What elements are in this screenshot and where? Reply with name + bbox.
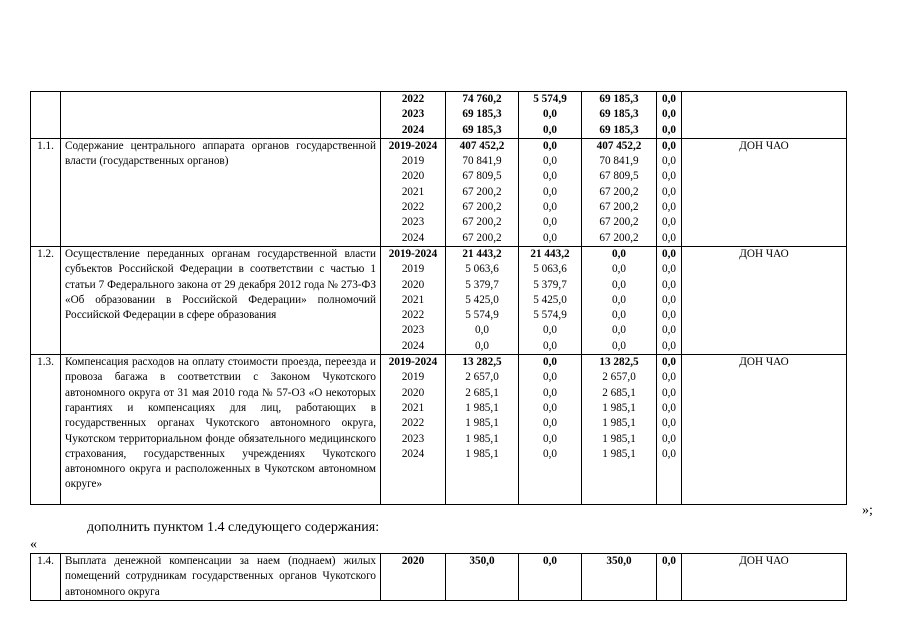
total-cell-stack (446, 355, 519, 505)
year-cell: 2024 (401, 123, 425, 136)
total-cell: 67 200,2 (462, 231, 502, 244)
year-cell: 2019 (401, 263, 425, 276)
year-cell: 2019-2024 (388, 139, 438, 152)
federal-cell: 0,0 (543, 447, 557, 460)
year-cell: 2023 (401, 324, 425, 337)
continuation-group (31, 92, 847, 139)
regional-cell: 67 809,5 (599, 170, 639, 183)
other-cell: 0,0 (662, 309, 676, 322)
total-cell-stack (446, 92, 519, 139)
total-cell: 67 200,2 (462, 201, 502, 214)
federal-cell-stack (519, 246, 582, 354)
other-cell: 0,0 (662, 93, 676, 105)
year-cell: 2023 (401, 216, 425, 229)
other-cell: 0,0 (662, 123, 676, 136)
federal-cell: 0,0 (543, 108, 557, 121)
regional-cell: 70 841,9 (599, 155, 639, 168)
federal-cell: 0,0 (543, 386, 557, 399)
other-cell: 0,0 (662, 293, 676, 306)
year-cell: 2019-2024 (388, 356, 438, 369)
total-cell: 74 760,2 (462, 93, 502, 105)
total-cell: 13 282,5 (462, 356, 502, 369)
federal-cell: 0,0 (543, 216, 557, 229)
total-cell: 0,0 (475, 339, 489, 352)
total-cell: 1 985,1 (465, 432, 499, 445)
year-cell: 2023 (401, 432, 425, 445)
regional-cell: 0,0 (612, 293, 626, 306)
regional-cell: 350,0 (582, 554, 657, 601)
item-title: Компенсация расходов на оплату стоимости проезда, переезда и провоза багажа в соответствии с Законом Чукотского автономного округа от 31 мая 2010 года № 57-ОЗ «О некоторых гарантиях и компенсациях для лиц, работающих в государственных органах Чукотского автономного округа, Чукотском территориальном фонде обязательного медицинского страхования, государственных учреждениях Чукотского автономного округа и расположенных в Чукотском автономном округе» (61, 355, 381, 505)
total-cell: 0,0 (475, 324, 489, 337)
regional-cell: 69 185,3 (599, 123, 639, 136)
other-cell: 0,0 (662, 417, 676, 430)
regional-cell: 69 185,3 (599, 108, 639, 121)
other-cell: 0,0 (662, 447, 676, 460)
regional-cell: 67 200,2 (599, 185, 639, 198)
total-cell: 1 985,1 (465, 417, 499, 430)
year-cell: 2021 (401, 401, 425, 414)
item-title: Осуществление переданных органам государственной власти субъектов Российской Федерации в соответствии с частью 1 статьи 7 Федерального закона от 29 декабря 2012 года № 273-ФЗ «Об образовании в Российской Федерации» полномочий Российской Федерации в сфере образования (61, 246, 381, 354)
empty-number-cell (31, 92, 61, 139)
regional-cell: 67 200,2 (599, 216, 639, 229)
other-cell: 0,0 (662, 278, 676, 291)
empty-owner-cell (682, 92, 847, 139)
other-cell: 0,0 (662, 432, 676, 445)
regional-cell: 0,0 (612, 324, 626, 337)
total-cell: 5 379,7 (465, 278, 499, 291)
other-cell: 0,0 (662, 339, 676, 352)
regional-cell: 1 985,1 (602, 401, 636, 414)
total-cell: 67 200,2 (462, 185, 502, 198)
year-cell: 2022 (401, 201, 425, 214)
owner-cell: ДОН ЧАО (682, 246, 847, 354)
total-cell: 5 063,6 (465, 263, 499, 276)
regional-cell: 2 657,0 (602, 371, 636, 384)
other-cell: 0,0 (662, 201, 676, 214)
owner-cell: ДОН ЧАО (682, 138, 847, 246)
item-number: 1.3. (31, 355, 61, 505)
total-cell: 67 809,5 (462, 170, 502, 183)
year-cell: 2020 (401, 170, 425, 183)
federal-cell: 0,0 (543, 170, 557, 183)
year-cell: 2020 (381, 554, 446, 601)
item-number: 1.4. (31, 554, 61, 601)
other-cell-stack (657, 355, 682, 505)
federal-cell: 5 379,7 (533, 278, 567, 291)
regional-cell-stack (582, 92, 657, 139)
federal-cell: 0,0 (519, 554, 582, 601)
regional-cell: 0,0 (612, 247, 626, 260)
program-table-body (31, 92, 847, 505)
other-cell: 0,0 (662, 401, 676, 414)
other-cell: 0,0 (662, 371, 676, 384)
federal-cell: 5 063,6 (533, 263, 567, 276)
owner-cell: ДОН ЧАО (682, 355, 847, 505)
year-cell-stack (381, 138, 446, 246)
total-cell: 69 185,3 (462, 123, 502, 136)
regional-cell-stack (582, 355, 657, 505)
year-cell-stack (381, 355, 446, 505)
federal-cell: 0,0 (543, 401, 557, 414)
federal-cell-stack (519, 355, 582, 505)
item-number: 1.1. (31, 138, 61, 246)
other-cell: 0,0 (662, 386, 676, 399)
program-item-group (31, 138, 847, 246)
federal-cell-stack (519, 92, 582, 139)
federal-cell: 0,0 (543, 185, 557, 198)
regional-cell-stack (582, 138, 657, 246)
regional-cell: 0,0 (612, 309, 626, 322)
year-cell: 2022 (401, 93, 425, 105)
federal-cell: 0,0 (543, 432, 557, 445)
federal-cell-stack (519, 138, 582, 246)
federal-cell: 0,0 (543, 324, 557, 337)
federal-cell: 0,0 (543, 139, 557, 152)
total-cell: 350,0 (446, 554, 519, 601)
federal-cell: 5 574,9 (533, 93, 567, 105)
year-cell: 2022 (401, 309, 425, 322)
total-cell: 2 685,1 (465, 386, 499, 399)
year-cell: 2023 (401, 108, 425, 121)
other-cell: 0,0 (662, 108, 676, 121)
federal-cell: 0,0 (543, 155, 557, 168)
regional-cell: 1 985,1 (602, 417, 636, 430)
regional-cell: 67 200,2 (599, 201, 639, 214)
other-cell-stack (657, 246, 682, 354)
year-cell: 2019 (401, 371, 425, 384)
total-cell: 1 985,1 (465, 447, 499, 460)
program-item-group (31, 355, 847, 505)
item-1-4-row (31, 554, 847, 601)
federal-cell: 0,0 (543, 123, 557, 136)
item-number: 1.2. (31, 246, 61, 354)
federal-cell: 0,0 (543, 356, 557, 369)
year-cell: 2024 (401, 339, 425, 352)
other-cell: 0,0 (662, 216, 676, 229)
federal-cell: 0,0 (543, 231, 557, 244)
year-cell-stack (381, 92, 446, 139)
regional-cell-stack (582, 246, 657, 354)
regional-cell: 2 685,1 (602, 386, 636, 399)
other-cell: 0,0 (662, 139, 676, 152)
empty-title-cell (61, 92, 381, 139)
year-cell: 2019 (401, 155, 425, 168)
regional-cell: 67 200,2 (599, 231, 639, 244)
year-cell: 2020 (401, 278, 425, 291)
item-1-4-table (30, 553, 847, 601)
total-cell: 5 574,9 (465, 309, 499, 322)
total-cell: 67 200,2 (462, 216, 502, 229)
other-cell: 0,0 (662, 324, 676, 337)
other-cell: 0,0 (662, 231, 676, 244)
total-cell: 1 985,1 (465, 401, 499, 414)
other-cell: 0,0 (657, 554, 682, 601)
year-cell: 2021 (401, 185, 425, 198)
regional-cell: 0,0 (612, 339, 626, 352)
total-cell: 5 425,0 (465, 293, 499, 306)
other-cell: 0,0 (662, 155, 676, 168)
total-cell: 70 841,9 (462, 155, 502, 168)
federal-cell: 5 574,9 (533, 309, 567, 322)
closing-quote: »; (862, 503, 873, 518)
other-cell-stack (657, 138, 682, 246)
year-cell: 2024 (401, 231, 425, 244)
owner-cell: ДОН ЧАО (682, 554, 847, 601)
federal-cell: 5 425,0 (533, 293, 567, 306)
other-cell: 0,0 (662, 185, 676, 198)
regional-cell: 0,0 (612, 278, 626, 291)
total-cell: 2 657,0 (465, 371, 499, 384)
regional-cell: 69 185,3 (599, 93, 639, 105)
other-cell-stack (657, 92, 682, 139)
regional-cell: 1 985,1 (602, 447, 636, 460)
year-cell-stack (381, 246, 446, 354)
total-cell-stack (446, 138, 519, 246)
total-cell-stack (446, 246, 519, 354)
federal-cell: 0,0 (543, 417, 557, 430)
total-cell: 21 443,2 (462, 247, 502, 260)
other-cell: 0,0 (662, 170, 676, 183)
total-cell: 407 452,2 (459, 139, 505, 152)
program-item-group (31, 246, 847, 354)
federal-cell: 0,0 (543, 201, 557, 214)
regional-cell: 407 452,2 (596, 139, 642, 152)
federal-cell: 0,0 (543, 339, 557, 352)
year-cell: 2019-2024 (388, 247, 438, 260)
year-cell: 2021 (401, 293, 425, 306)
federal-cell: 21 443,2 (530, 247, 570, 260)
regional-cell: 0,0 (612, 263, 626, 276)
federal-cell: 0,0 (543, 371, 557, 384)
item-title: Выплата денежной компенсации за наем (поднаем) жилых помещений сотрудникам государственных органов Чукотского автономного округа (61, 554, 381, 601)
year-cell: 2024 (401, 447, 425, 460)
other-cell: 0,0 (662, 356, 676, 369)
opening-quote: « (30, 537, 37, 552)
regional-cell: 13 282,5 (599, 356, 639, 369)
item-title: Содержание центрального аппарата органов государственной власти (государственных органов) (61, 138, 381, 246)
program-table (30, 91, 847, 505)
total-cell: 69 185,3 (462, 108, 502, 121)
other-cell: 0,0 (662, 263, 676, 276)
regional-cell: 1 985,1 (602, 432, 636, 445)
other-cell: 0,0 (662, 247, 676, 260)
amendment-text: дополнить пунктом 1.4 следующего содержания: (87, 520, 380, 535)
year-cell: 2020 (401, 386, 425, 399)
year-cell: 2022 (401, 417, 425, 430)
